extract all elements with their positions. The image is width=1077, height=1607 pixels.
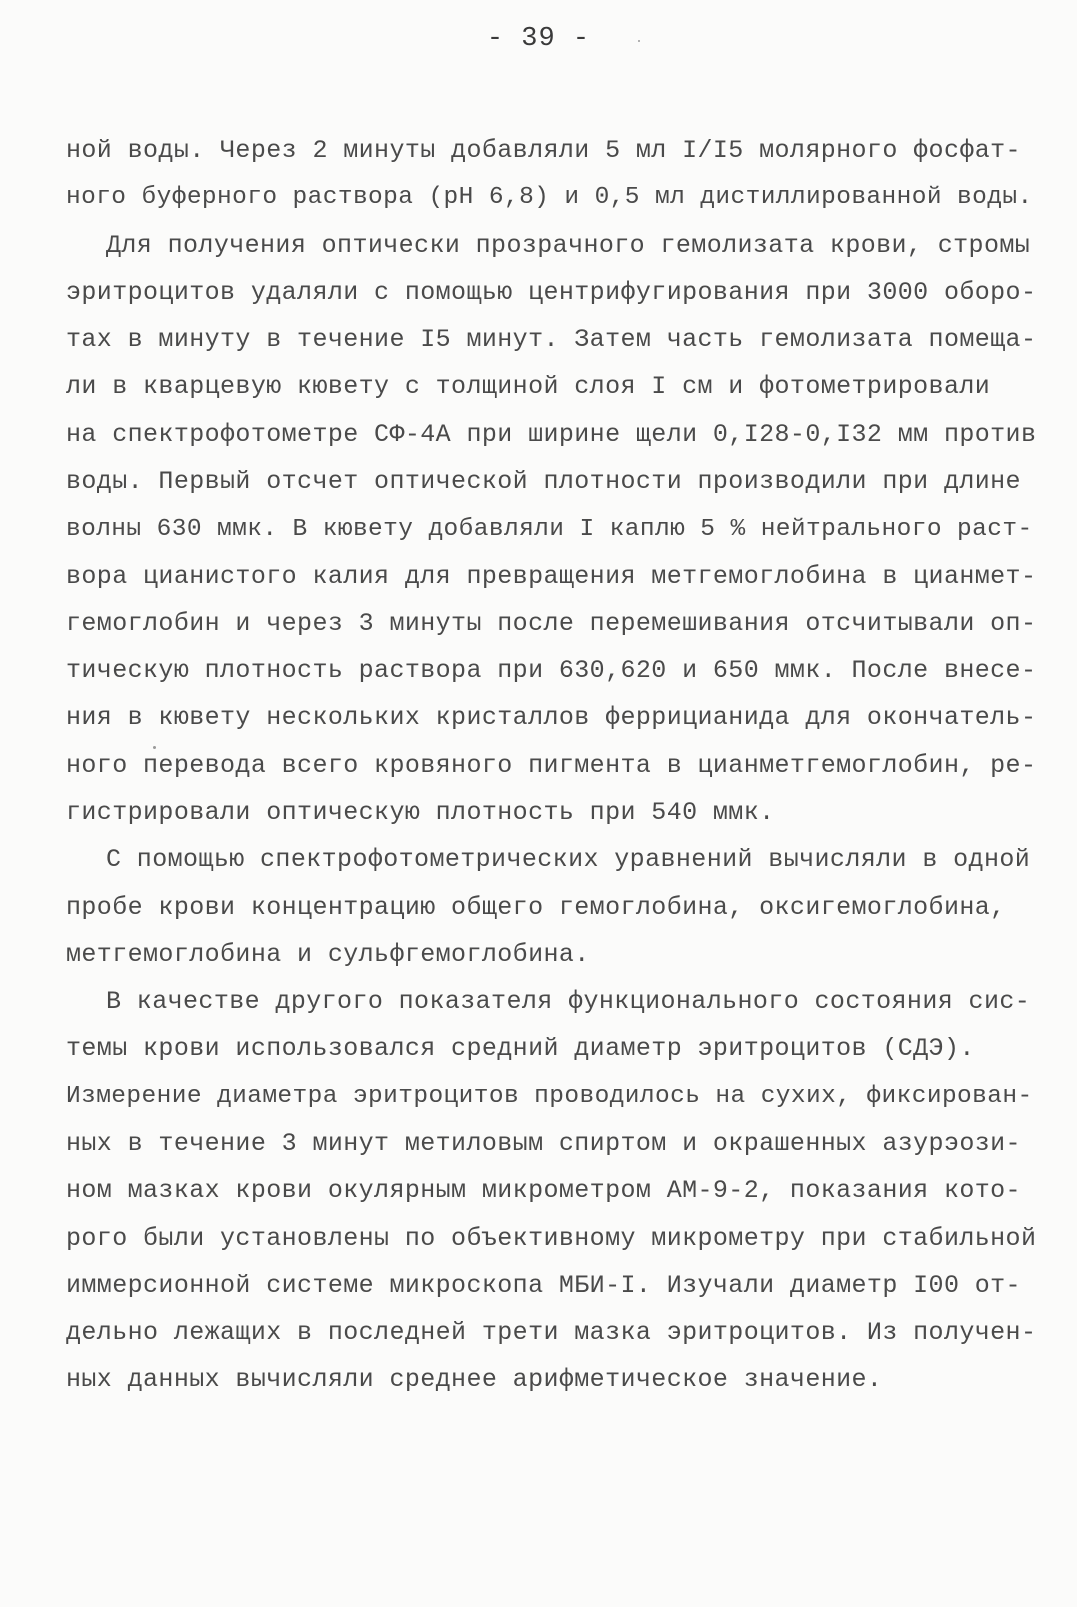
text-line: волны 630 ммк. В кювету добавляли I каплю 5 % нейтрального раст- [66,516,1033,543]
text-line: иммерсионной системе микроскопа МБИ-I. Изучали диаметр I00 от- [66,1271,1021,1300]
paper-speck [153,746,156,749]
text-line: Для получения оптически прозрачного гемолизата крови, стромы [106,231,1031,260]
text-line: рого были установлены по объективному микрометру при стабильной [66,1224,1037,1253]
text-line: ного перевода всего кровяного пигмента в цианметгемоглобин, ре- [66,751,1037,780]
text-line: Измерение диаметра эритроцитов проводилось на сухих, фиксирован- [66,1083,1033,1110]
text-line: ных в течение 3 минут метиловым спиртом и окрашенных азурэози- [66,1129,1021,1158]
text-line: ном мазках крови окулярным микрометром АМ-9-2, показания кото- [66,1176,1021,1205]
text-line: тическую плотность раствора при 630,620 и 650 ммк. После внесе- [66,656,1037,685]
text-line: вора цианистого калия для превращения метгемоглобина в цианмет- [66,562,1037,591]
text-line: метгемоглобина и сульфгемоглобина. [66,940,590,969]
text-line: В качестве другого показателя функционального состояния сис- [106,987,1031,1016]
text-line: гистрировали оптическую плотность при 540 ммк. [66,798,775,827]
paper-speck [638,40,640,42]
text-line: пробе крови концентрацию общего гемоглобина, оксигемоглобина, [66,893,1006,922]
text-line: ной воды. Через 2 минуты добавляли 5 мл I/I5 молярного фосфат- [66,136,1021,165]
text-line: дельно лежащих в последней трети мазка эритроцитов. Из получен- [66,1318,1037,1347]
text-line: ных данных вычисляли среднее арифметическое значение. [66,1365,883,1394]
text-line: на спектрофотометре СФ-4А при ширине щели 0,I28-0,I32 мм против [66,420,1037,449]
text-line: ли в кварцевую кювету с толщиной слоя I см и фотометрировали [66,372,991,401]
text-line: эритроцитов удаляли с помощью центрифугирования при 3000 оборо- [66,278,1037,307]
text-line: воды. Первый отсчет оптической плотности производили при длине [66,467,1021,496]
text-line: тах в минуту в течение I5 минут. Затем часть гемолизата помеща- [66,325,1037,354]
text-line: ния в кювету нескольких кристаллов феррицианида для окончатель- [66,703,1037,732]
text-line: ного буферного раствора (pH 6,8) и 0,5 мл дистиллированной воды. [66,184,1033,211]
page-number: - 39 - [486,24,591,54]
text-line: гемоглобин и через 3 минуты после перемешивания отсчитывали оп- [66,609,1037,638]
text-line: темы крови использовался средний диаметр эритроцитов (СДЭ). [66,1034,975,1063]
text-line: С помощью спектрофотометрических уравнений вычисляли в одной [106,845,1031,874]
